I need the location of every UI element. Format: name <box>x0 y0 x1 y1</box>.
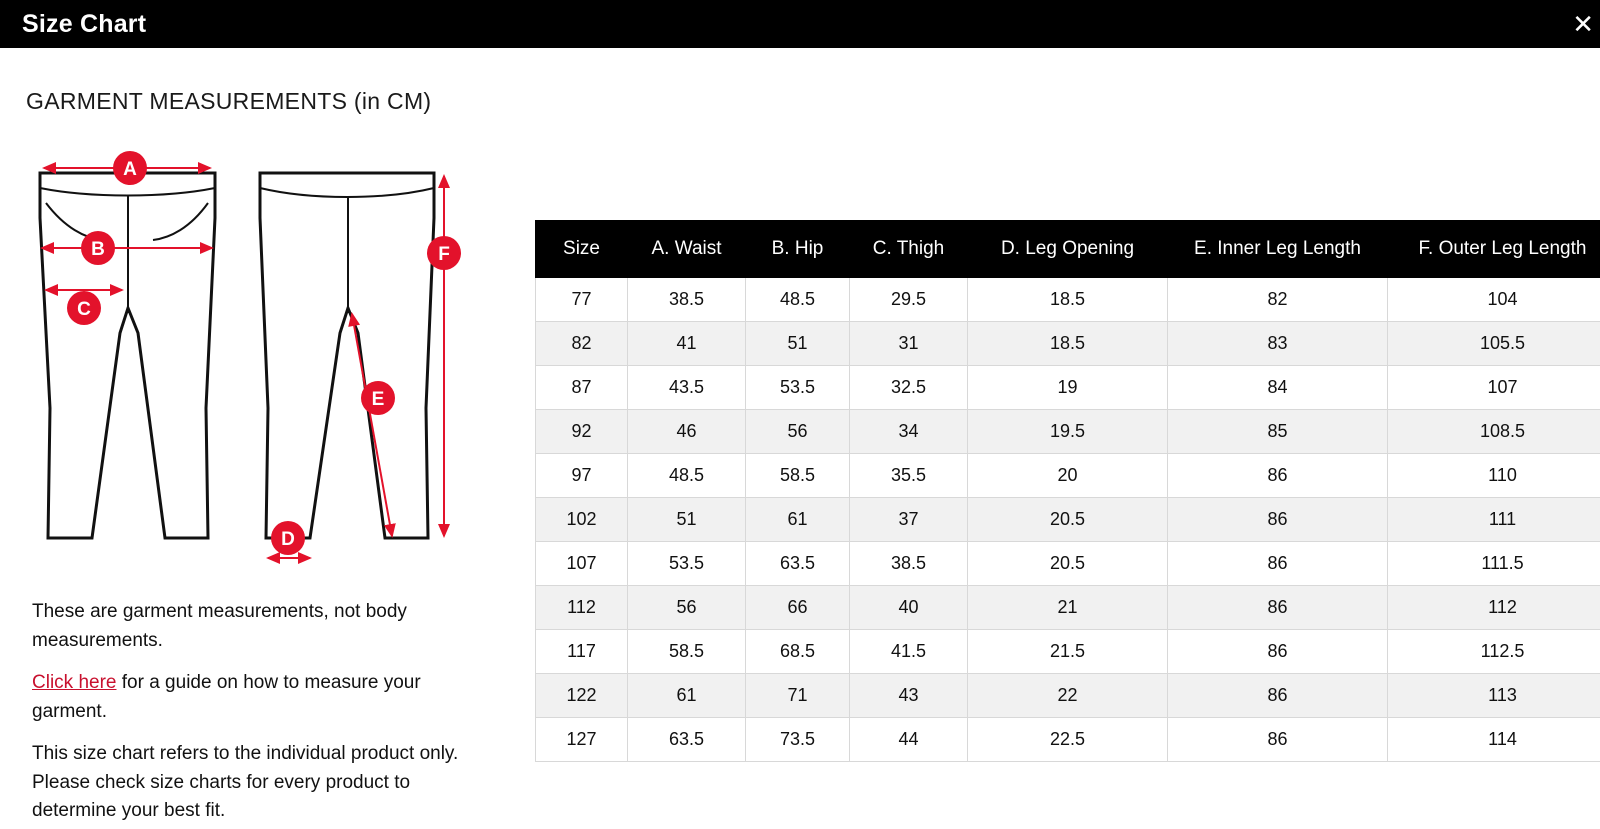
table-cell: 86 <box>1168 497 1388 541</box>
table-cell: 48.5 <box>628 453 746 497</box>
table-cell: 107 <box>1388 365 1600 409</box>
table-body <box>536 277 1600 761</box>
table-cell: 63.5 <box>628 717 746 761</box>
note-guide-rest: for a guide on how to measure your garment. <box>32 672 421 722</box>
column-header-size: Size <box>536 221 628 278</box>
svg-text:D: D <box>281 529 295 550</box>
svg-text:B: B <box>91 239 105 260</box>
column-header-hip: B. Hip <box>746 221 850 278</box>
column-header-outer-leg-length: F. Outer Leg Length <box>1388 221 1600 278</box>
table-cell: 38.5 <box>850 541 968 585</box>
table-cell: 53.5 <box>628 541 746 585</box>
table-cell: 61 <box>746 497 850 541</box>
table-cell: 31 <box>850 321 968 365</box>
table-cell: 104 <box>1388 277 1600 321</box>
table-cell: 112 <box>1388 585 1600 629</box>
table-cell-size: 87 <box>536 365 628 409</box>
table-cell: 40 <box>850 585 968 629</box>
table-cell: 113 <box>1388 673 1600 717</box>
column-header-thigh: C. Thigh <box>850 221 968 278</box>
table-cell: 20.5 <box>968 541 1168 585</box>
table-cell: 73.5 <box>746 717 850 761</box>
table-cell: 46 <box>628 409 746 453</box>
table-cell: 43.5 <box>628 365 746 409</box>
table-cell: 56 <box>746 409 850 453</box>
table-cell: 86 <box>1168 541 1388 585</box>
size-table <box>535 220 1600 762</box>
column-header-leg-opening: D. Leg Opening <box>968 221 1168 278</box>
table-cell: 21 <box>968 585 1168 629</box>
table-row <box>536 673 1600 717</box>
svg-text:C: C <box>77 299 91 320</box>
table-row <box>536 629 1600 673</box>
table-cell: 48.5 <box>746 277 850 321</box>
table-row <box>536 585 1600 629</box>
table-cell: 108.5 <box>1388 409 1600 453</box>
table-cell: 44 <box>850 717 968 761</box>
table-cell: 105.5 <box>1388 321 1600 365</box>
table-cell: 83 <box>1168 321 1388 365</box>
table-row <box>536 541 1600 585</box>
table-cell-size: 117 <box>536 629 628 673</box>
table-cell: 38.5 <box>628 277 746 321</box>
table-cell: 35.5 <box>850 453 968 497</box>
table-cell-size: 112 <box>536 585 628 629</box>
left-column <box>0 48 500 829</box>
table-cell: 18.5 <box>968 321 1168 365</box>
table-row <box>536 321 1600 365</box>
table-cell: 51 <box>746 321 850 365</box>
column-header-inner-leg-length: E. Inner Leg Length <box>1168 221 1388 278</box>
table-cell: 86 <box>1168 585 1388 629</box>
measure-guide-link[interactable]: Click here <box>32 672 117 693</box>
table-cell: 32.5 <box>850 365 968 409</box>
table-cell: 34 <box>850 409 968 453</box>
table-cell: 58.5 <box>746 453 850 497</box>
table-cell: 19.5 <box>968 409 1168 453</box>
header-bar <box>0 0 1600 48</box>
table-cell: 111.5 <box>1388 541 1600 585</box>
table-cell: 86 <box>1168 717 1388 761</box>
measurement-notes <box>32 598 472 829</box>
table-cell: 71 <box>746 673 850 717</box>
garment-diagram <box>10 118 490 588</box>
close-icon[interactable]: ✕ <box>1572 9 1594 39</box>
table-cell: 110 <box>1388 453 1600 497</box>
table-row <box>536 497 1600 541</box>
table-row <box>536 409 1600 453</box>
table-cell-size: 97 <box>536 453 628 497</box>
table-cell: 51 <box>628 497 746 541</box>
table-cell: 63.5 <box>746 541 850 585</box>
svg-text:E: E <box>371 389 385 410</box>
column-header-waist: A. Waist <box>628 221 746 278</box>
table-row <box>536 717 1600 761</box>
table-cell: 41 <box>628 321 746 365</box>
table-cell: 37 <box>850 497 968 541</box>
table-cell-size: 107 <box>536 541 628 585</box>
table-cell: 22.5 <box>968 717 1168 761</box>
table-cell: 84 <box>1168 365 1388 409</box>
table-cell: 61 <box>628 673 746 717</box>
svg-text:F: F <box>438 244 450 265</box>
table-cell: 112.5 <box>1388 629 1600 673</box>
table-cell: 19 <box>968 365 1168 409</box>
table-cell: 20 <box>968 453 1168 497</box>
table-cell: 111 <box>1388 497 1600 541</box>
garment-measurements-title: GARMENT MEASUREMENTS (in CM) <box>26 88 432 114</box>
table-cell-size: 92 <box>536 409 628 453</box>
size-table-wrapper <box>535 220 1587 762</box>
note-individual-product: This size chart refers to the individual product only. Please check size charts for every product to determine your best fit. <box>32 743 459 821</box>
table-cell-size: 122 <box>536 673 628 717</box>
table-cell: 20.5 <box>968 497 1168 541</box>
table-cell-size: 102 <box>536 497 628 541</box>
table-cell: 56 <box>628 585 746 629</box>
table-cell: 82 <box>1168 277 1388 321</box>
table-cell: 114 <box>1388 717 1600 761</box>
table-cell: 85 <box>1168 409 1388 453</box>
table-cell: 58.5 <box>628 629 746 673</box>
table-cell: 86 <box>1168 673 1388 717</box>
table-row <box>536 277 1600 321</box>
table-cell: 43 <box>850 673 968 717</box>
table-header-row <box>536 221 1600 278</box>
note-garment-measurements: These are garment measurements, not body measurements. <box>32 601 407 651</box>
table-header <box>536 221 1600 278</box>
note-guide-link-line <box>32 669 472 726</box>
page-title: Size Chart <box>22 9 147 38</box>
table-cell: 41.5 <box>850 629 968 673</box>
table-cell-size: 77 <box>536 277 628 321</box>
svg-text:A: A <box>123 159 137 180</box>
table-cell: 86 <box>1168 629 1388 673</box>
table-cell: 21.5 <box>968 629 1168 673</box>
table-cell: 29.5 <box>850 277 968 321</box>
table-row <box>536 453 1600 497</box>
table-cell: 22 <box>968 673 1168 717</box>
table-cell: 68.5 <box>746 629 850 673</box>
table-cell: 66 <box>746 585 850 629</box>
table-cell-size: 82 <box>536 321 628 365</box>
table-row <box>536 365 1600 409</box>
table-cell-size: 127 <box>536 717 628 761</box>
table-cell: 86 <box>1168 453 1388 497</box>
table-cell: 53.5 <box>746 365 850 409</box>
table-cell: 18.5 <box>968 277 1168 321</box>
